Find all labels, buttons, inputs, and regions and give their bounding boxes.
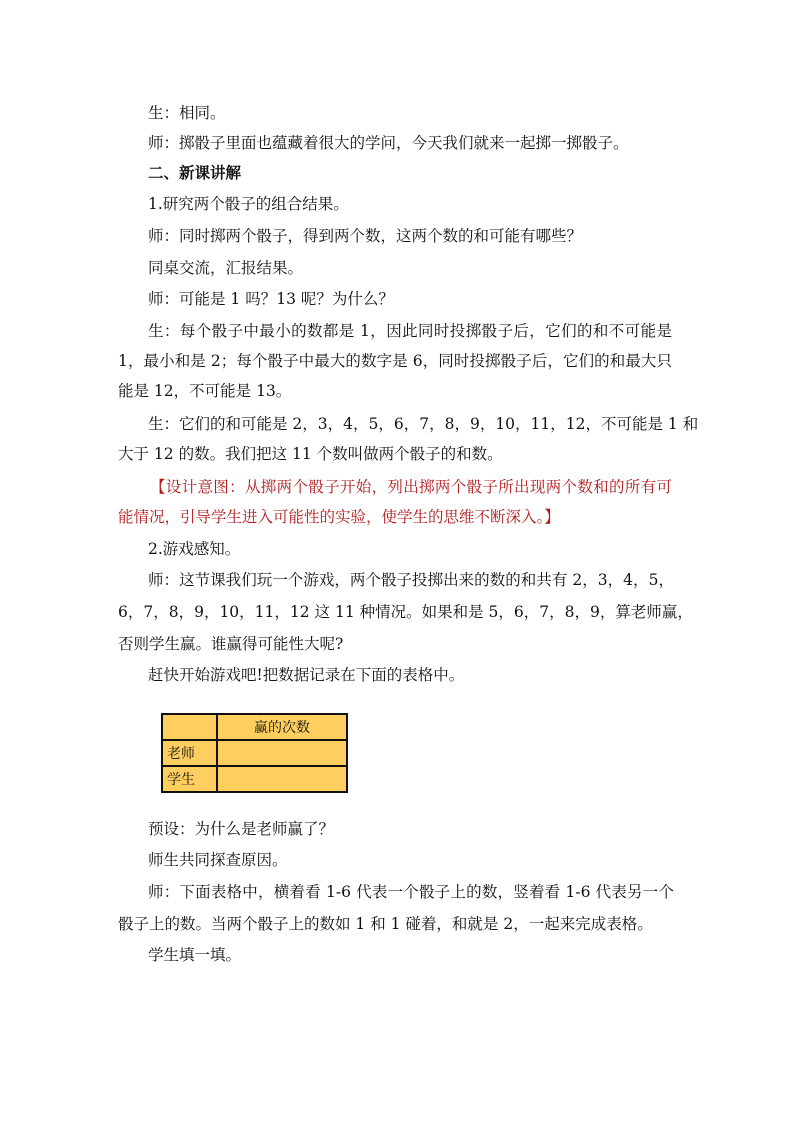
paragraph-teacher-table-line-1: 师：下面表格中，横着看 1-6 代表一个骰子上的数，竖着看 1-6 代表另一个 [148,883,674,901]
paragraph-students-fill: 学生填一填。 [148,946,242,964]
paragraph-teacher-question-sums: 师：同时掷两个骰子，得到两个数，这两个数的和可能有哪些？ [148,227,583,245]
table-cell-teacher-wins[interactable] [217,740,347,766]
paragraph-teacher-game-line-1: 师：这节课我们玩一个游戏，两个骰子投掷出来的数的和共有 2，3，4，5， [148,571,674,589]
table-header-win-count: 赢的次数 [217,714,347,740]
table-row [162,740,347,766]
win-count-table [161,713,348,793]
subheading-study-combinations: 1.研究两个骰子的组合结果。 [148,195,349,213]
table-header-corner [162,714,217,740]
paragraph-student-possible-sums-line-2: 大于 12 的数。我们把这 11 个数叫做两个骰子的和数。 [118,445,503,463]
paragraph-desk-mates-discuss: 同桌交流，汇报结果。 [148,259,304,277]
paragraph-student-min-max-line-3: 能是 12，不可能是 13。 [118,382,292,400]
paragraph-start-game: 赶快开始游戏吧!把数据记录在下面的表格中。 [148,666,465,684]
table-row [162,766,347,792]
paragraph-student-min-max-line-2: 1，最小和是 2；每个骰子中最大的数字是 6，同时投掷骰子后，它们的和最大只 [118,352,672,370]
section-heading-new-lesson: 二、新课讲解 [148,163,242,182]
table-header-row [162,714,347,740]
paragraph-teacher-intro: 师：掷骰子里面也蕴藏着很大的学问，今天我们就来一起掷一掷骰子。 [148,134,629,152]
table-row-label-student: 学生 [162,766,217,792]
paragraph-student-possible-sums-line-1: 生：它们的和可能是 2，3，4，5，6，7，8，9，10，11，12，不可能是 1 和 [148,415,699,433]
table-row-label-teacher: 老师 [162,740,217,766]
paragraph-student-same: 生：相同。 [148,104,226,122]
paragraph-presupposition: 预设：为什么是老师赢了？ [148,820,335,838]
paragraph-explore-reason: 师生共同探查原因。 [148,851,288,869]
paragraph-teacher-game-line-3: 否则学生赢。谁赢得可能性大呢? [118,635,344,653]
paragraph-teacher-question-1-13: 师：可能是 1 吗？13 呢？为什么？ [148,290,394,308]
paragraph-student-min-max-line-1: 生：每个骰子中最小的数都是 1，因此同时投掷骰子后，它们的和不可能是 [148,322,672,340]
paragraph-teacher-game-line-2: 6，7，8，9，10，11，12 这 11 种情况。如果和是 5，6，7，8，9，算老师赢， [118,603,693,621]
design-intent-line-1: 【设计意图：从掷两个骰子开始，列出掷两个骰子所出现两个数和的所有可 [150,478,672,496]
design-intent-line-2: 能情况，引导学生进入可能性的实验，使学生的思维不断深入。】 [118,508,560,526]
table-cell-student-wins[interactable] [217,766,347,792]
paragraph-teacher-table-line-2: 骰子上的数。当两个骰子上的数如 1 和 1 碰着，和就是 2，一起来完成表格。 [118,915,653,933]
subheading-game-perception: 2.游戏感知。 [148,540,241,558]
